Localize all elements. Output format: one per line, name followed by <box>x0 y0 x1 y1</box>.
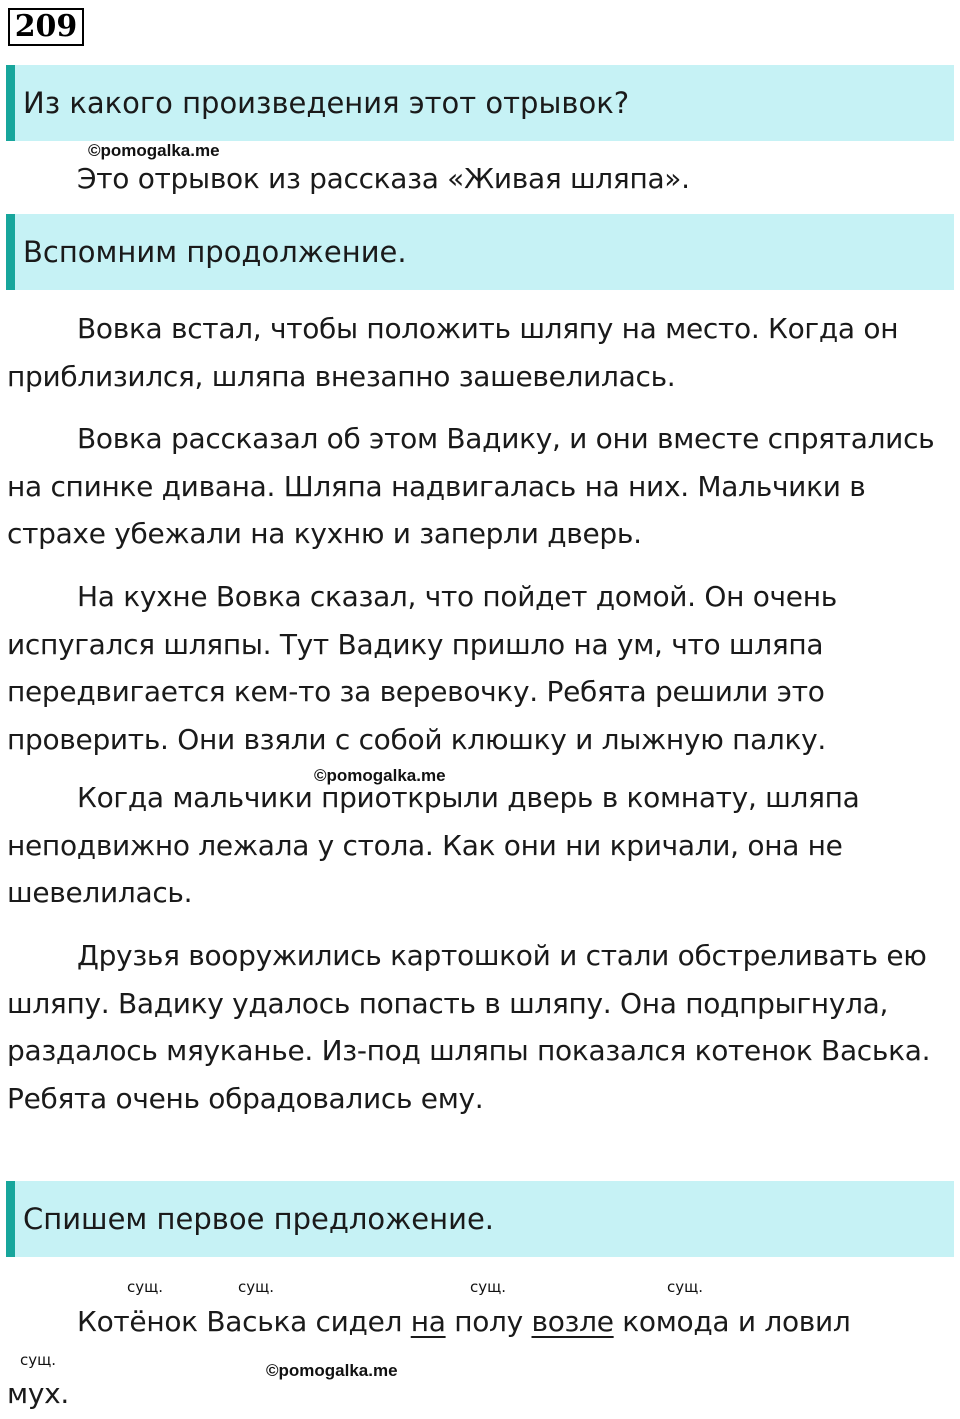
sentence-part: комода и ловил <box>613 1305 851 1338</box>
story-paragraph-3 <box>7 573 957 763</box>
paragraph-text: Когда мальчики приоткрыли дверь в комнату, шляпа неподвижно лежала у стола. Как они ни кричали, она не шевелилась. <box>7 781 860 909</box>
noun-label: сущ. <box>470 1278 507 1296</box>
story-paragraph-2 <box>7 415 957 558</box>
noun-label: сущ. <box>127 1278 164 1296</box>
watermark: ©pomogalka.me <box>314 766 446 785</box>
preposition: на <box>410 1305 446 1338</box>
section-title: Спишем первое предложение. <box>23 1202 495 1236</box>
sentence-part: мух. <box>7 1377 69 1410</box>
question-banner <box>6 65 954 141</box>
section-banner-continuation <box>6 214 954 290</box>
sentence-line-1 <box>77 1304 851 1340</box>
question-text: Из какого произведения этот отрывок? <box>23 86 630 120</box>
sentence-part: Котёнок Васька сидел <box>77 1305 411 1338</box>
noun-label: сущ. <box>20 1351 57 1369</box>
section-banner-copy <box>6 1181 954 1257</box>
sentence-line-2 <box>7 1376 69 1412</box>
answer-paragraph <box>7 155 957 203</box>
preposition: возле <box>531 1305 614 1338</box>
story-paragraph-4 <box>7 774 957 917</box>
noun-label: сущ. <box>238 1278 275 1296</box>
paragraph-text: Друзья вооружились картошкой и стали обстреливать ею шляпу. Вадику удалось попасть в шляпу. Она подпрыгнула, раздалось мяуканье. Из-под шляпы показался котенок Васька. Ребята очень обрадовались ему. <box>7 939 931 1115</box>
watermark: ©pomogalka.me <box>266 1361 398 1380</box>
paragraph-text: Вовка встал, чтобы положить шляпу на место. Когда он приблизился, шляпа внезапно зашевелилась. <box>7 312 899 393</box>
answer-text: Это отрывок из рассказа «Живая шляпа». <box>77 162 690 195</box>
story-paragraph-1 <box>7 305 957 400</box>
paragraph-text: Вовка рассказал об этом Вадику, и они вместе спрятались на спинке дивана. Шляпа надвигалась на них. Мальчики в страхе убежали на кухню и заперли дверь. <box>7 422 935 550</box>
watermark: ©pomogalka.me <box>88 141 220 160</box>
paragraph-text: На кухне Вовка сказал, что пойдет домой. Он очень испугался шляпы. Тут Вадику пришло на ум, что шляпа передвигается кем-то за веревочку. Ребята решили это проверить. Они взяли с собой клюшку и лыжную палку. <box>7 580 837 756</box>
sentence-part: полу <box>445 1305 532 1338</box>
section-title: Вспомним продолжение. <box>23 235 407 269</box>
story-paragraph-5 <box>7 932 957 1122</box>
task-number: 209 <box>8 8 84 46</box>
noun-label: сущ. <box>667 1278 704 1296</box>
